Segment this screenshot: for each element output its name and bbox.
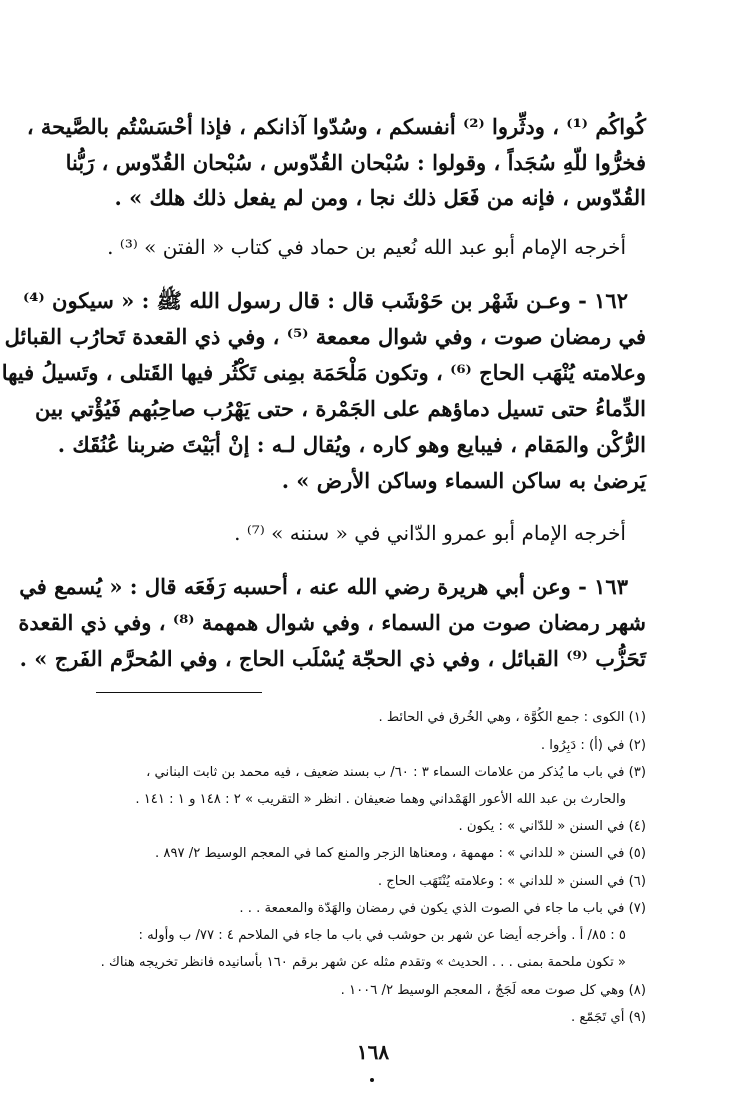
footnote-2: (٢) في (أ) : دَبِرُوا . xyxy=(540,738,646,753)
hadith-162-line-3: وعلامته يُنْهَب الحاج ⁽⁶⁾ ، وتكون مَلْحَمَة بمِنى تَكْثُر فيها القَتلى ، وتَسيلُ فيها xyxy=(1,360,646,385)
footnote-7: (٧) في باب ما جاء في الصوت الذي يكون في رمضان والهَدّة والمعمعة . . . xyxy=(239,901,646,916)
footnote-3: (٣) في باب ما يُذكر من علامات السماء ٣ : ٦٠/ ب بسند ضعيف ، فيه محمد بن ثابت البناني ، xyxy=(146,765,646,780)
hadith-162-line-5: الرُّكْن والمَقام ، فيبايع وهو كاره ، ويُقال لـه : إنْ أبَيْتَ ضربنا عُنُقَك . xyxy=(57,432,646,457)
body-line-1: كُواكُم ⁽¹⁾ ، ودثِّروا ⁽²⁾ أنفسكم ، وسُدّوا آذانكم ، فإذا أحْسَسْتُم بالصَّيحة ، xyxy=(26,114,646,139)
body-line-3: القُدّوس ، فإنه من فَعَل ذلك نجا ، ومن لم يفعل ذلك هلك » . xyxy=(114,185,646,210)
footnote-9: (٩) أي تَجَمّع . xyxy=(571,1010,646,1025)
hadith-162-line-4: الدِّماءُ حتى تسيل دماؤهم على الجَمْرة ، حتى يَهْرُب صاحِبُهم فَيُؤْتي بين xyxy=(35,396,646,421)
footnote-8: (٨) وهي كل صوت معه لَجَجٌ ، المعجم الوسيط ٢/ ١٠٠٦ . xyxy=(340,983,646,998)
footnote-4: (٤) في السنن « للدّاني » : يكون . xyxy=(458,819,646,834)
hadith-163-line-3: تَحَزُّب ⁽⁹⁾ القبائل ، وفي ذي الحجّة يُسْلَب الحاج ، وفي المُحرَّم الفَرج » . xyxy=(19,646,646,671)
source-note-dani: أخرجه الإمام أبو عمرو الدّاني في « سننه » ⁽⁷⁾ . xyxy=(234,521,626,545)
footnote-3-continued: والحارث بن عبد الله الأعور الهَمْداني وهما ضعيفان . انظر « التقريب » ٢ : ١٤٨ و ١ : ١٤١ . xyxy=(135,792,626,807)
footnote-7-continued: ٥ : ٨٥/ أ . وأخرجه أيضا عن شهر بن حوشب في باب ما جاء في الملاحم ٤ : ٧٧/ ب وأوله : xyxy=(138,928,626,943)
hadith-162-line-1: ١٦٢ - وعـن شَهْر بن حَوْشَب قال : قال رسول الله ﷺ : « سيكون ⁽⁴⁾ xyxy=(23,288,628,313)
footnote-7-continued-2: « تكون ملحمة بمنى . . . الحديث » وتقدم مثله عن شهر برقم ١٦٠ بأسانيده فانظر تخريجه هناك . xyxy=(100,955,626,970)
page-mark-dot xyxy=(370,1078,374,1082)
footnote-6: (٦) في السنن « للداني » : وعلامته يُنْتَهَب الحاج . xyxy=(377,874,646,889)
body-line-2: فخرُّوا للّهِ سُجَداً ، وقولوا : سُبْحان القُدّوس ، سُبْحان القُدّوس ، رَبُّنا xyxy=(65,150,646,175)
hadith-163-line-2: شهر رمضان صوت من السماء ، وفي شوال همهمة ⁽⁸⁾ ، وفي ذي القعدة xyxy=(18,610,646,635)
source-note-nuaym: أخرجه الإمام أبو عبد الله نُعيم بن حماد في كتاب « الفتن » ⁽³⁾ . xyxy=(107,235,626,259)
hadith-163-line-1: ١٦٣ - وعن أبي هريرة رضي الله عنه ، أحسبه رَفَعَه قال : « يُسمع في xyxy=(19,574,628,599)
footnote-1: (١) الكوى : جمع الكُوَّة ، وهي الخُرق في الحائط . xyxy=(378,710,646,725)
page-number: ١٦٨ xyxy=(356,1040,390,1064)
footnote-separator xyxy=(96,692,262,693)
hadith-162-line-2: في رمضان صوت ، وفي شوال معمعة ⁽⁵⁾ ، وفي ذي القعدة تَحارُب القبائل xyxy=(4,324,646,349)
footnote-5: (٥) في السنن « للداني » : مهمهة ، ومعناها الزجر والمنع كما في المعجم الوسيط ٢/ ٨٩٧ . xyxy=(154,846,646,861)
hadith-162-line-6: يَرضىٰ به ساكن السماء وساكن الأرض » . xyxy=(281,468,646,493)
